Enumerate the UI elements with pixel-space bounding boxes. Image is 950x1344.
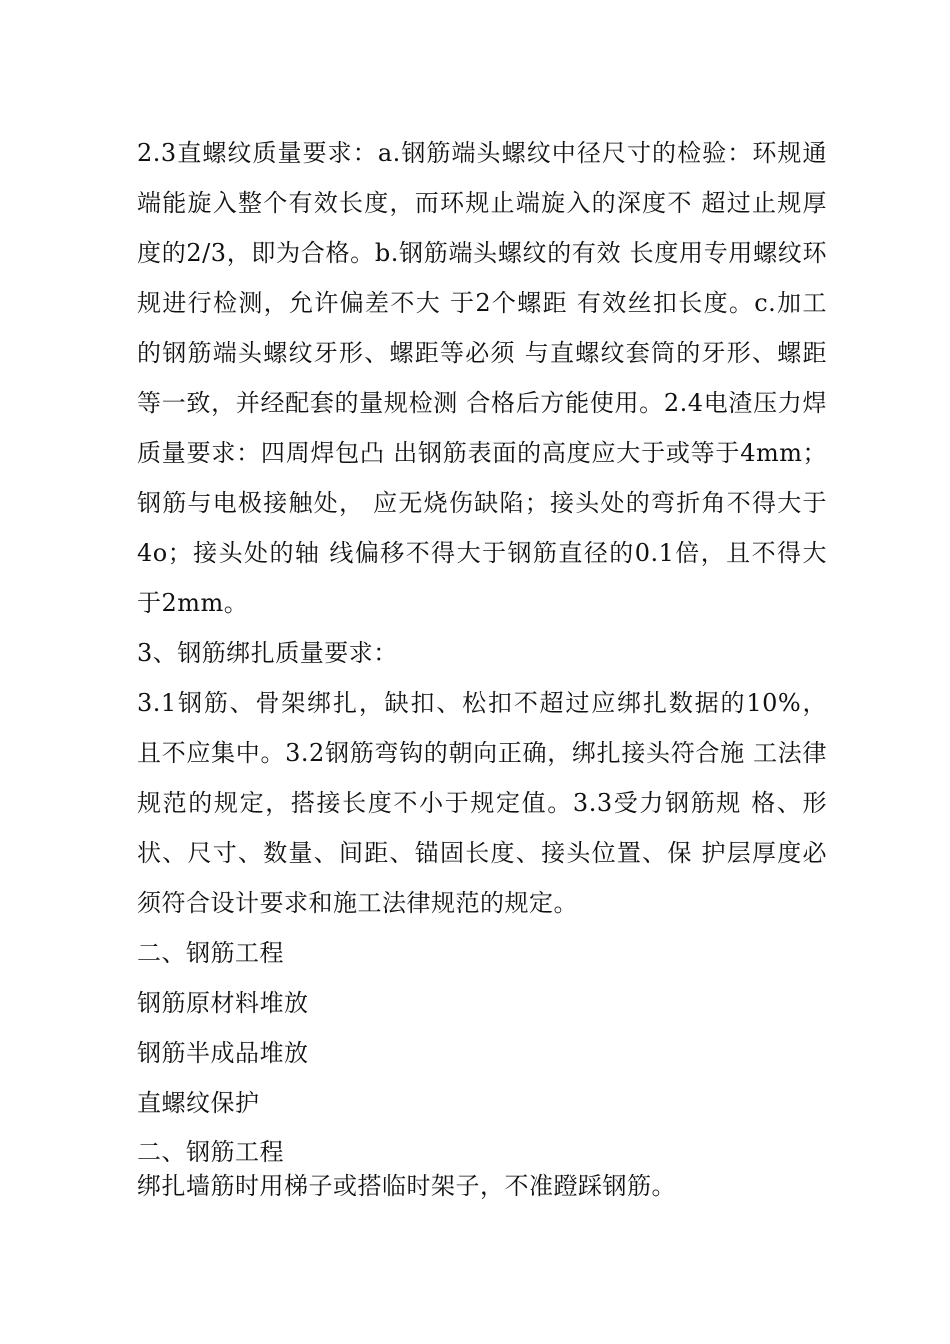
heading-rebar-binding-requirements: 3、钢筋绑扎质量要求：: [137, 639, 398, 667]
paragraph-thread-welding-requirements: 2.3直螺纹质量要求：a.钢筋端头螺纹中径尺寸的检验：环规通端能旋入整个有效长度，而环规止端旋入的深度不 超过止规厚度的2/3，即为合格。b.钢筋端头螺纹的有效 长度用专用螺纹环规进行检测，允许偏差不大 于2个螺距 有效丝扣长度。c.加工的钢筋端头螺纹牙形、螺距等必须 与直螺纹套筒的牙形、螺距等一致，并经配套的量规检测 合格后方能使用。2.4电渣压力焊质量要求：四周焊包凸 出钢筋表面的高度应大于或等于4mm；钢筋与电极接触处， 应无烧伤缺陷；接头处的弯折角不得大于4o；接头处的轴 线偏移不得大于钢筋直径的0.1倍，且不得大于2mm。: [137, 139, 827, 617]
paragraph-rebar-binding-details: 3.1钢筋、骨架绑扎，缺扣、松扣不超过应绑扎数据的10%， 且不应集中。3.2钢筋弯钩的朝向正确，绑扎接头符合施 工法律规范的规定，搭接长度不小于规定值。3.3受力钢筋规 格、形状、尺寸、数量、间距、锚固长度、接头位置、保 护层厚度必须符合设计要求和施工法律规范的规定。: [137, 689, 827, 917]
heading-rebar-engineering-repeat: 二、钢筋工程: [137, 1138, 284, 1166]
item-raw-material-stacking: 钢筋原材料堆放: [137, 989, 309, 1017]
item-thread-protection: 直螺纹保护: [137, 1089, 260, 1117]
paragraph-wall-rebar-safety: 绑扎墙筋时用梯子或搭临时架子，不准蹬踩钢筋。: [137, 1172, 676, 1200]
heading-rebar-engineering: 二、钢筋工程: [137, 939, 284, 967]
item-semi-finished-stacking: 钢筋半成品堆放: [137, 1039, 309, 1067]
